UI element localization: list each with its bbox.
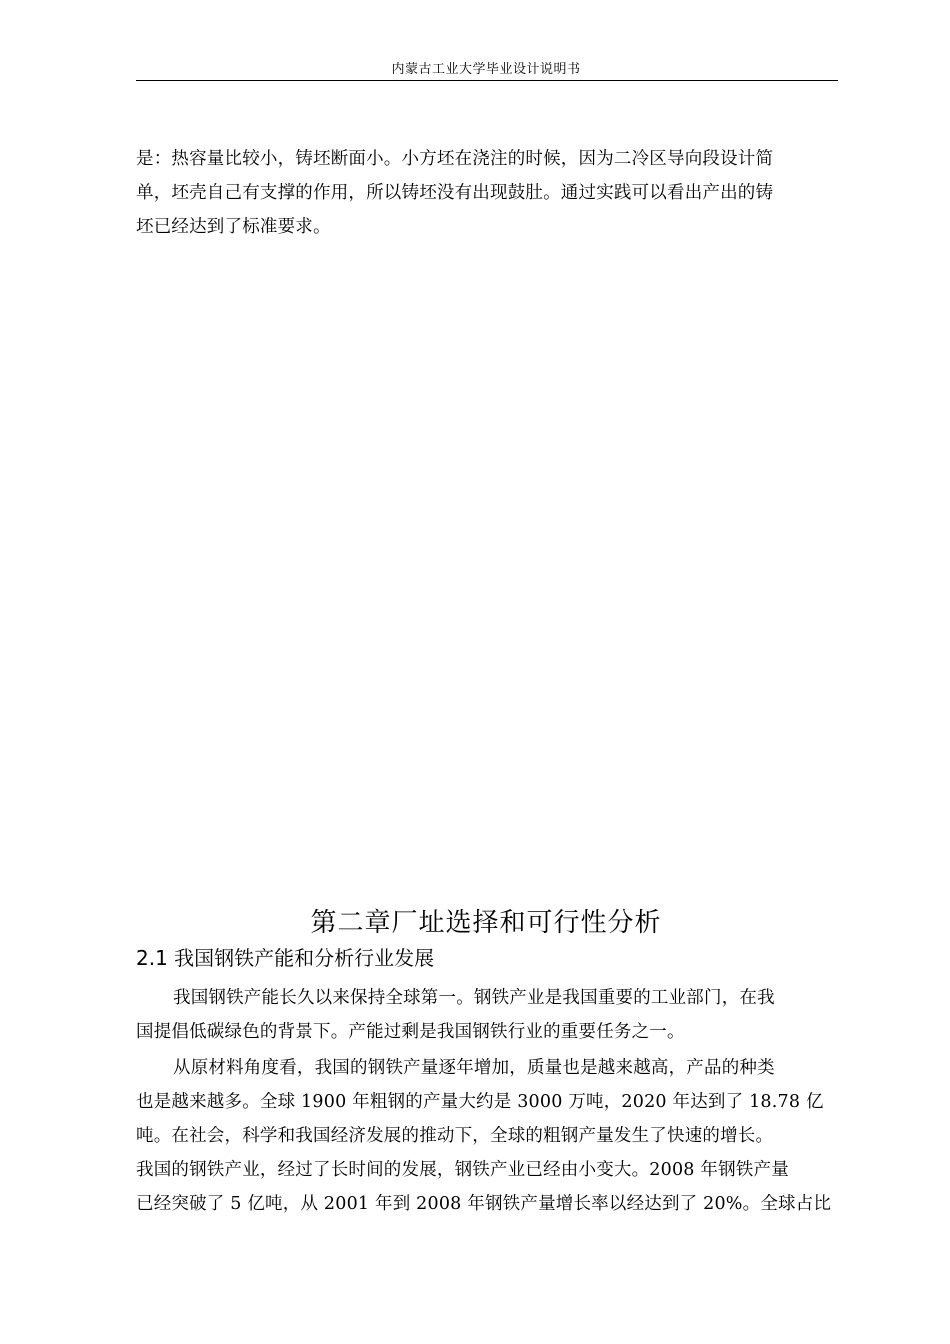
body-paragraph	[136, 1051, 836, 1221]
body-paragraph	[136, 981, 836, 1049]
page-header	[136, 62, 836, 78]
text-line: 已经突破了 5 亿吨，从 2001 年到 2008 年钢铁产量增长率以经达到了 20%。全球占比	[136, 1194, 832, 1214]
text-line: 国提倡低碳绿色的背景下。产能过剩是我国钢铁行业的重要任务之一。	[136, 1022, 685, 1042]
section-heading: 2.1 我国钢铁产能和分析行业发展	[136, 946, 435, 970]
header-title: 内蒙古工业大学毕业设计说明书	[391, 62, 581, 77]
text-line: 吨。在社会，科学和我国经济发展的推动下，全球的粗钢产量发生了快速的增长。	[136, 1126, 774, 1146]
text-line: 是：热容量比较小，铸坯断面小。小方坯在浇注的时候，因为二冷区导向段设计简	[136, 149, 774, 169]
chapter-title: 第二章厂址选择和可行性分析	[310, 908, 662, 938]
text-line: 从原材料角度看，我国的钢铁产量逐年增加，质量也是越来越高，产品的种类	[173, 1058, 775, 1078]
text-line: 我国的钢铁产业，经过了长时间的发展，钢铁产业已经由小变大。2008 年钢铁产量	[136, 1160, 789, 1180]
text-line: 坯已经达到了标准要求。	[136, 217, 331, 237]
text-line: 单，坯壳自己有支撑的作用，所以铸坯没有出现鼓肚。通过实践可以看出产出的铸	[136, 183, 774, 203]
intro-paragraph	[136, 142, 836, 244]
text-line: 我国钢铁产能长久以来保持全球第一。钢铁产业是我国重要的工业部门，在我	[173, 988, 775, 1008]
text-line: 也是越来越多。全球 1900 年粗钢的产量大约是 3000 万吨，2020 年达到了 18.78 亿	[136, 1092, 824, 1112]
header-divider	[136, 80, 838, 81]
